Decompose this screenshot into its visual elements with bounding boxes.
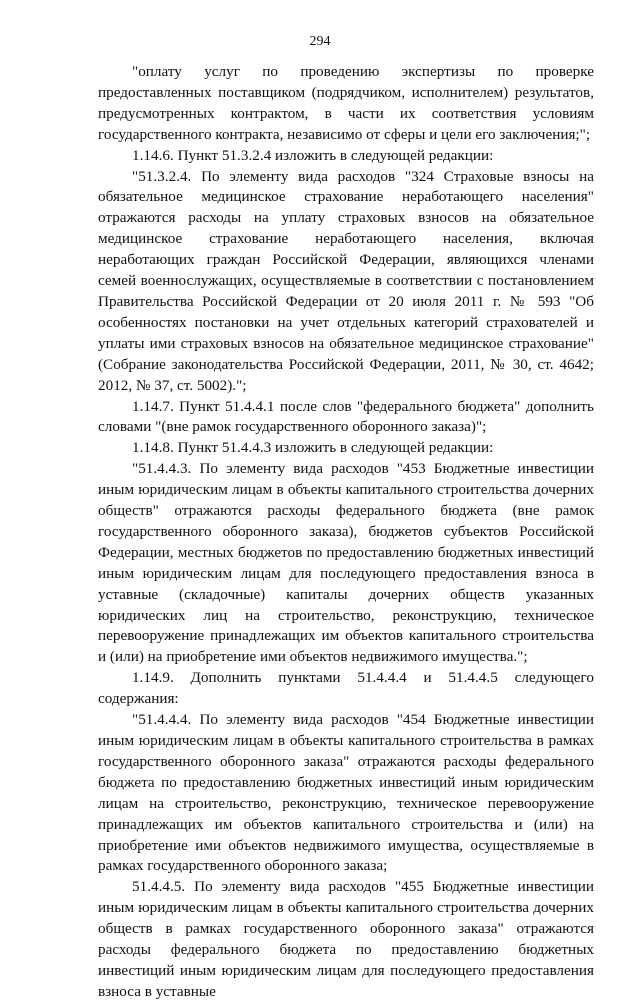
paragraph: 1.14.8. Пункт 51.4.4.3 изложить в следующей редакции: bbox=[132, 439, 494, 457]
paragraph: 1.14.7. Пункт 51.4.4.1 после слов "федерального бюджета" дополнить словами "(вне рамок государственного оборонного заказа)"; bbox=[98, 397, 594, 436]
paragraph: "оплату услуг по проведению экспертизы по проверке предоставленных поставщиком (подрядчиком, исполнителем) результатов, предусмотренных контрактом, в части их соответствия условиям государственного контракта, независимо от сферы и цели его заключения;"; bbox=[98, 63, 594, 143]
paragraph: 51.4.4.5. По элементу вида расходов "455 Бюджетные инвестиции иным юридическим лицам в объекты капитального строительства дочерних обществ в рамках государственного оборонного заказа" отражаются расходы федерального бюджета по предоставлению бюджетных инвестиций иным юридическим лицам для последующего предоставления взноса в уставные bbox=[98, 878, 594, 1000]
paragraph: "51.4.4.3. По элементу вида расходов "453 Бюджетные инвестиции иным юридическим лицам в объекты капитального строительства дочерних обществ" отражаются расходы федерального бюджета (вне рамок государственного оборонного заказа), бюджетов субъектов Российской Федерации, местных бюджетов по предоставлению бюджетных инвестиций иным юридическим лицам для последующего предоставления взноса в уставные (складочные) капиталы дочерних обществ указанных юридических лиц на строительство, реконструкцию, техническое перевооружение принадлежащих им объектов капитального строительства и (или) на приобретение ими объектов недвижимого имущества."; bbox=[98, 460, 594, 666]
paragraph: 1.14.6. Пункт 51.3.2.4 изложить в следующей редакции: bbox=[132, 146, 494, 164]
paragraph: "51.3.2.4. По элементу вида расходов "324 Страховые взносы на обязательное медицинское страхование неработающего населения" отражаются расходы на уплату страховых взносов на обязательное медицинское страхование неработающего населения, включая неработающих граждан Российской Федерации, являющихся членами семей военнослужащих, осуществляемые в соответствии с постановлением Правительства Российской Федерации от 20 июля 2011 г. № 593 "Об особенностях постановки на учет отдельных категорий страхователей и уплаты ими страховых взносов на обязательное медицинское страхование" (Собрание законодательства Российской Федерации, 2011, № 30, ст. 4642; 2012, № 37, ст. 5002)."; bbox=[98, 167, 594, 394]
paragraph: "51.4.4.4. По элементу вида расходов "454 Бюджетные инвестиции иным юридическим лицам в объекты капитального строительства в рамках государственного оборонного заказа" отражаются расходы федерального бюджета по предоставлению бюджетных инвестиций иным юридическим лицам на строительство, реконструкцию, техническое перевооружение принадлежащих им объектов капитального строительства и (или) на приобретение ими объектов недвижимого имущества, осуществляемые в рамках государственного оборонного заказа; bbox=[98, 711, 594, 875]
page-number: 294 bbox=[309, 34, 331, 49]
document-body bbox=[98, 62, 594, 1003]
paragraph: 1.14.9. Дополнить пунктами 51.4.4.4 и 51.4.4.5 следующего содержания: bbox=[98, 669, 594, 708]
